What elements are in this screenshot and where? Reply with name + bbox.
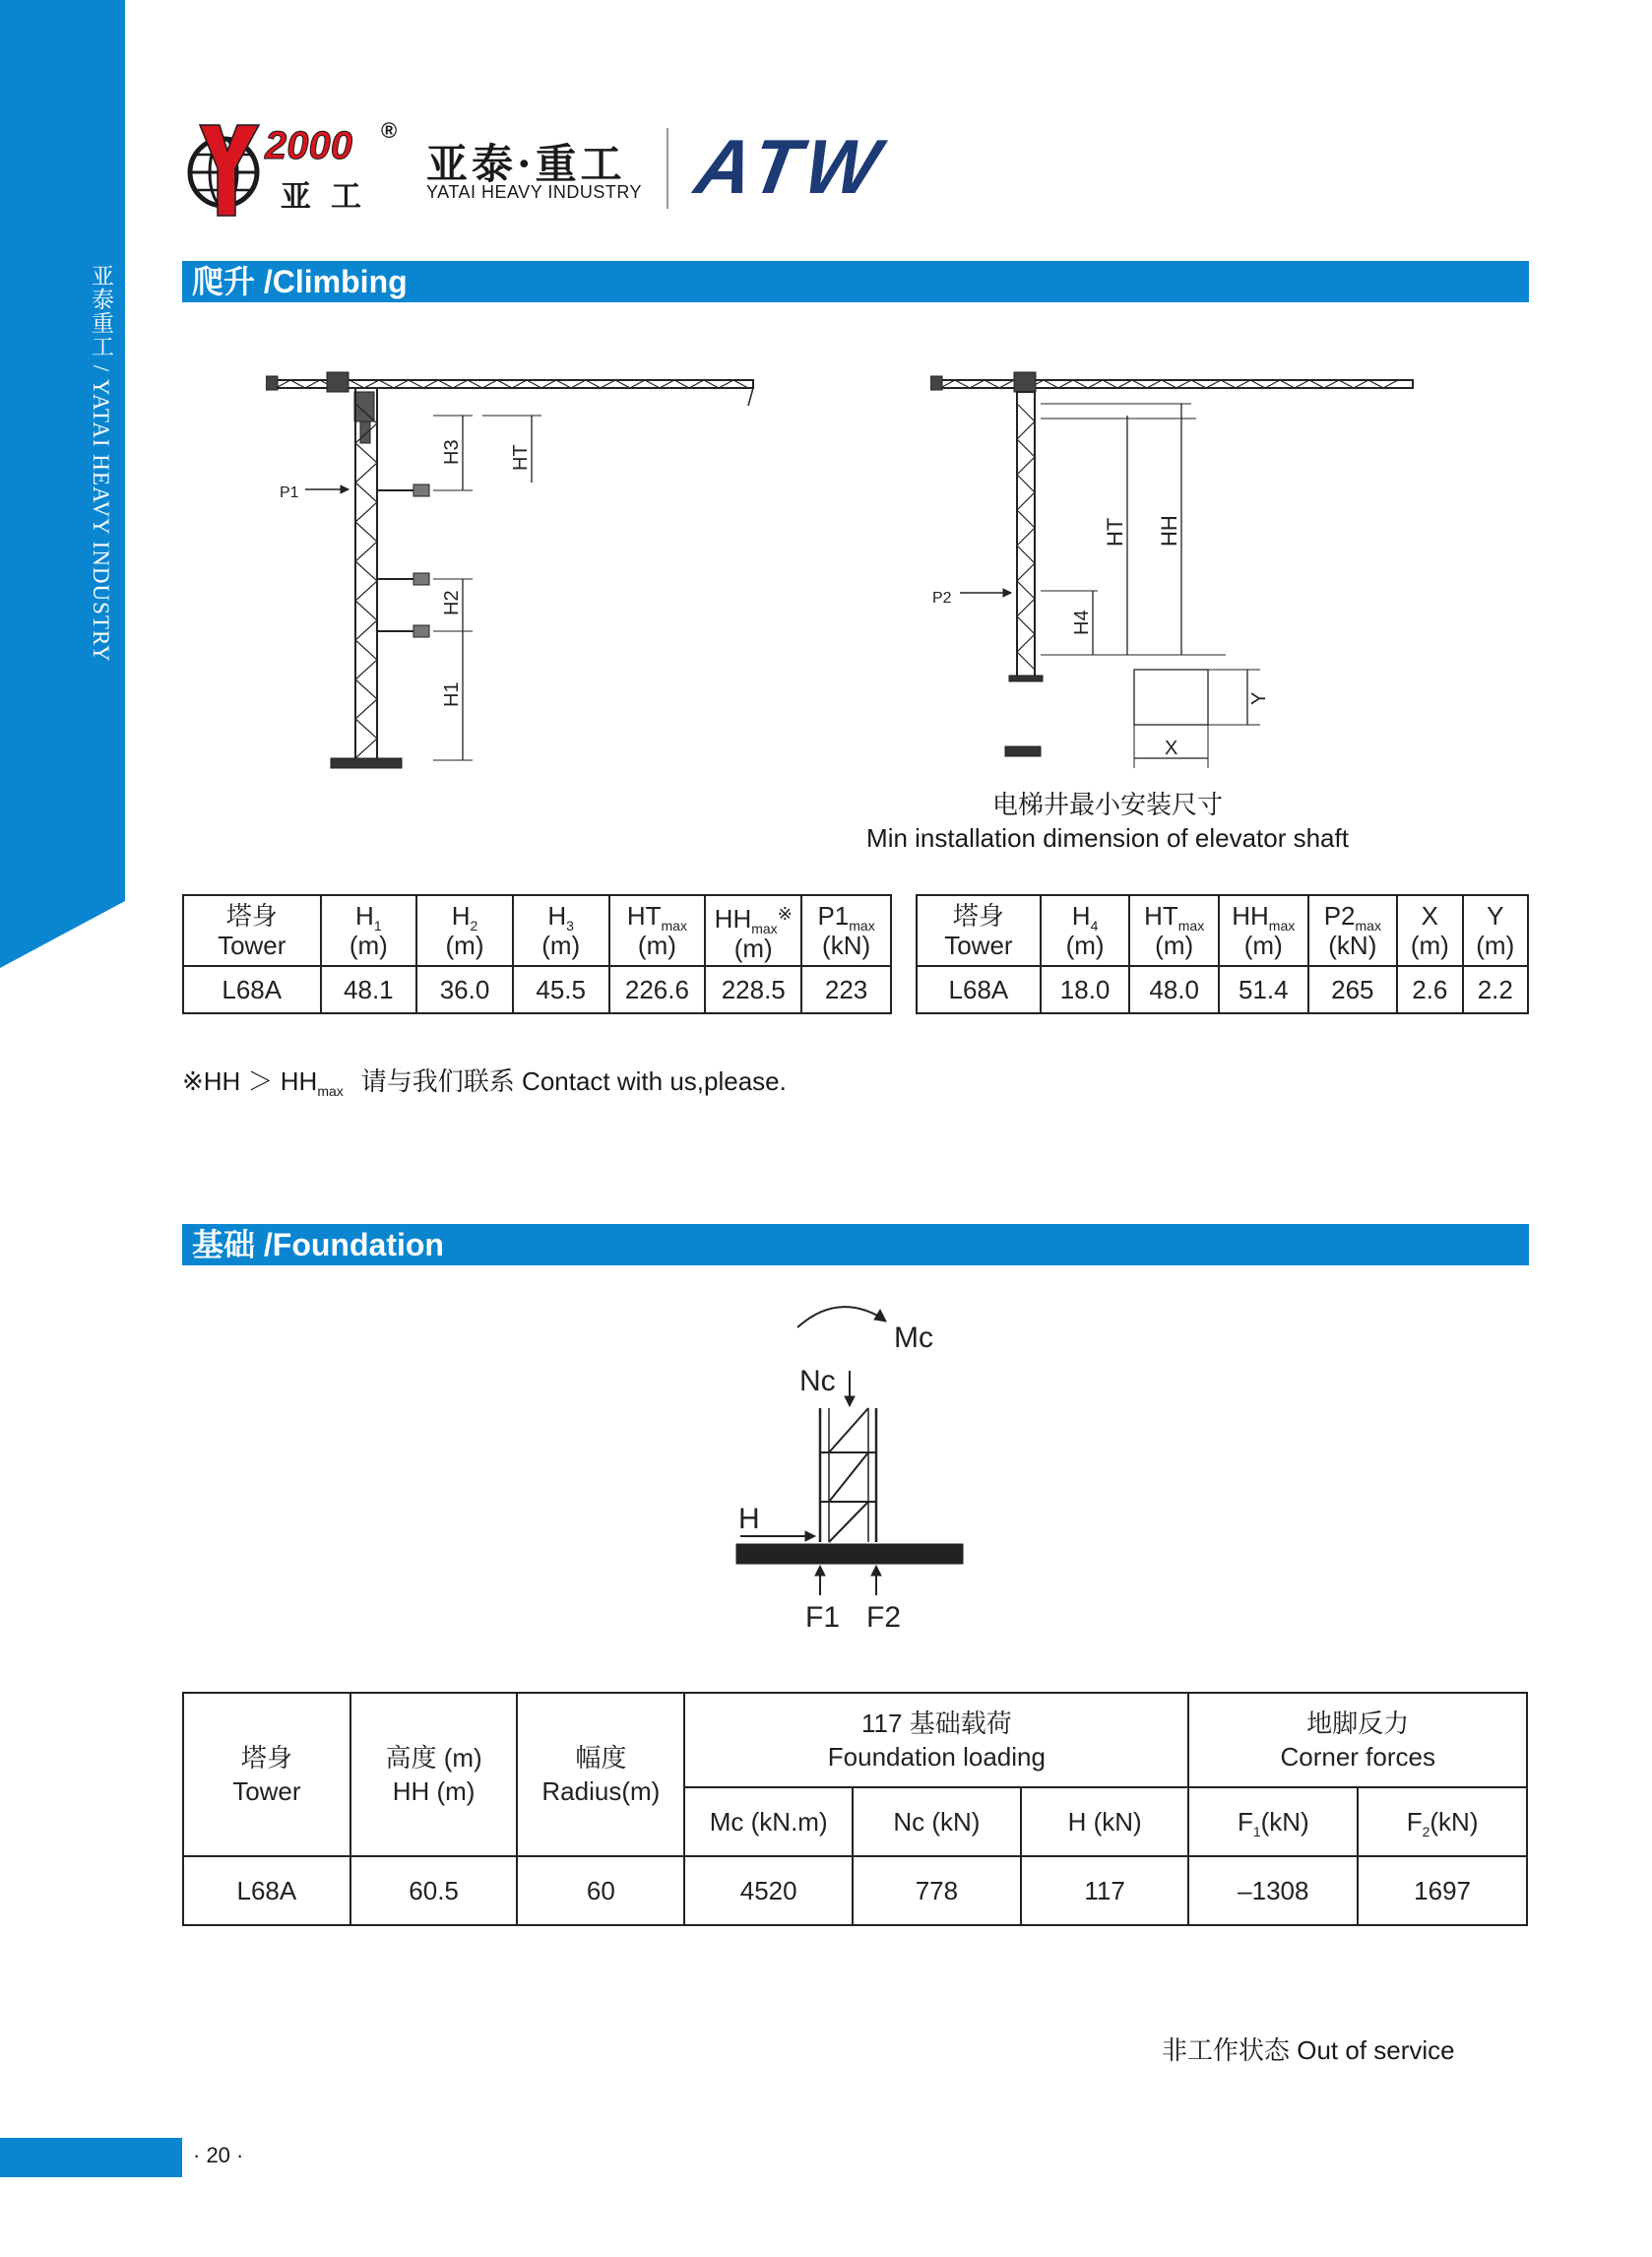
col-hh-max: $HH_{max}$ (m) <box>1219 895 1308 966</box>
label-h2: H2 <box>441 590 463 615</box>
col-y: Y (m) <box>1463 895 1528 966</box>
col-h2: $H_2$ (m) <box>416 895 513 966</box>
label-h3: H3 <box>441 439 463 465</box>
table-row: L68A 48.1 36.0 45.5 226.6 228.5 223 <box>183 966 891 1013</box>
label-x: X <box>1165 738 1178 759</box>
col-hh-max: $HH_{max}^※$ (m) <box>705 895 801 966</box>
label-p2: P2 <box>932 590 952 607</box>
col-p1-max: $P1_{max}$ (kN) <box>801 895 891 966</box>
sidebar-corner <box>0 901 125 968</box>
foundation-section-title: 基础 /Foundation <box>182 1224 1529 1265</box>
col-h4: $H_4$ (m) <box>1041 895 1130 966</box>
contact-note: ※HH ＞ $HH_{max}$ 请与我们联系 Contact with us,please. <box>182 1066 787 1099</box>
brand-name-en: YATAI HEAVY INDUSTRY <box>426 182 643 202</box>
label-ht-left: HT <box>510 444 532 471</box>
label-y: Y <box>1248 691 1270 705</box>
foundation-diagram <box>719 1300 985 1654</box>
col-h3: $H_3$ (m) <box>513 895 609 966</box>
label-h4: H4 <box>1071 610 1093 635</box>
shaft-caption <box>788 788 1428 855</box>
col-radius: 幅度 Radius(m) <box>517 1693 684 1856</box>
col-height: 高度 (m) HH (m) <box>350 1693 518 1856</box>
logo-number: 2000 <box>265 124 352 167</box>
col-mc: Mc (kN.m) <box>684 1787 853 1856</box>
logo-divider <box>667 128 668 209</box>
out-of-service-caption: 非工作状态 Out of service <box>1162 2035 1455 2065</box>
label-f1: F1 <box>805 1601 841 1634</box>
label-nc: Nc <box>799 1365 836 1397</box>
shaft-caption-cn: 电梯井最小安装尺寸 <box>991 790 1223 819</box>
col-tower: 塔身 Tower <box>183 895 321 966</box>
brand-name-cn: 亚泰·重工 <box>426 140 626 188</box>
label-h: H <box>738 1503 760 1535</box>
footer-bar <box>0 2138 182 2177</box>
page-number: · 20 · <box>193 2143 244 2167</box>
atw-logo: ATW <box>689 123 892 210</box>
col-f2: $F_2(kN)$ <box>1358 1787 1527 1856</box>
label-mc: Mc <box>894 1322 933 1354</box>
logo-cn-short: 亚工 <box>281 179 381 214</box>
label-f2: F2 <box>866 1601 902 1634</box>
col-h1: $H_1$ (m) <box>321 895 417 966</box>
col-ht-max: $HT_{max}$ (m) <box>609 895 706 966</box>
climbing-table-elevator <box>916 894 1529 1014</box>
label-h1: H1 <box>441 681 463 707</box>
col-foundation-loading: 117 基础载荷 Foundation loading <box>684 1693 1188 1787</box>
climbing-table-internal <box>182 894 892 1014</box>
label-ht-right: HT <box>1103 517 1127 547</box>
climbing-internal-diagram <box>266 364 768 778</box>
label-p1: P1 <box>280 484 299 501</box>
col-h: H (kN) <box>1021 1787 1189 1856</box>
col-f1: $F_1(kN)$ <box>1188 1787 1358 1856</box>
col-ht-max: $HT_{max}$ (m) <box>1129 895 1219 966</box>
registered-mark: ® <box>381 118 398 143</box>
climbing-section-title: 爬升 /Climbing <box>182 261 1529 302</box>
col-nc: Nc (kN) <box>853 1787 1021 1856</box>
table-row: L68A 60.5 60 4520 778 117 –1308 1697 <box>183 1856 1527 1925</box>
col-corner-forces: 地脚反力 Corner forces <box>1188 1693 1527 1787</box>
sidebar-text: 亚泰重工 / YATAI HEAVY INDUSTRY <box>89 264 113 663</box>
foundation-table <box>182 1692 1528 1926</box>
col-p2-max: $P2_{max}$ (kN) <box>1308 895 1398 966</box>
shaft-caption-en: Min installation dimension of elevator shaft <box>866 823 1349 853</box>
col-x: X (m) <box>1397 895 1462 966</box>
table-row: L68A 18.0 48.0 51.4 265 2.6 2.2 <box>917 966 1528 1013</box>
climbing-elevator-diagram <box>930 364 1432 778</box>
col-tower: 塔身 Tower <box>917 895 1041 966</box>
brand-header <box>182 118 911 217</box>
col-tower: 塔身 Tower <box>183 1693 350 1856</box>
label-hh: HH <box>1157 515 1181 547</box>
